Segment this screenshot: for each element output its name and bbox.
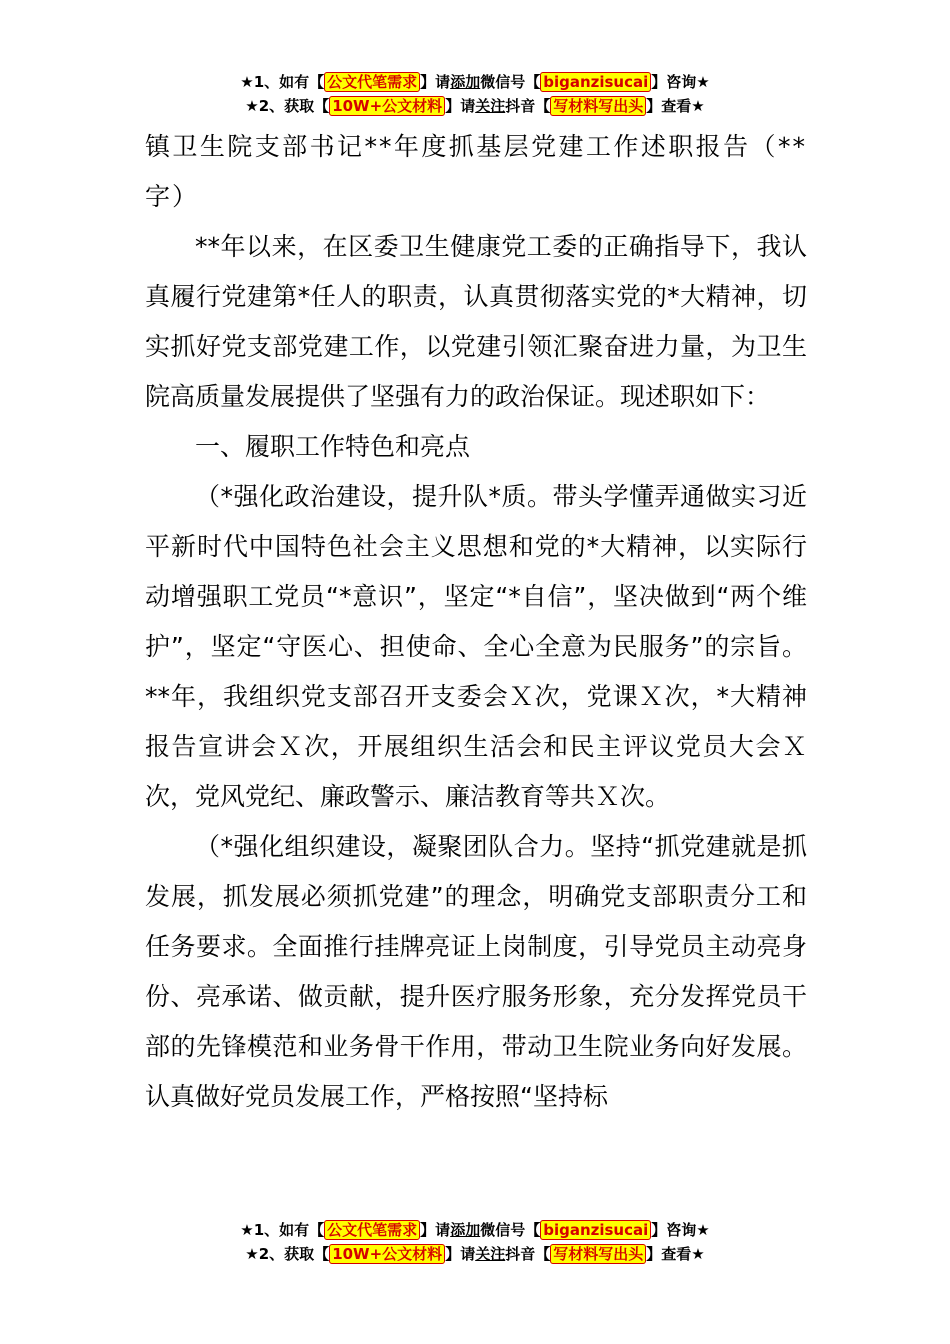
document-title: 镇卫生院支部书记**年度抓基层党建工作述职报告（**字） — [145, 132, 807, 211]
banner-text: 微信号【 — [480, 1221, 541, 1239]
banner-text: 抖音【 — [505, 1245, 551, 1263]
banner-text: 】咨询★ — [651, 1221, 710, 1239]
banner-underline: 添加 — [450, 1221, 481, 1239]
banner-line-1 — [0, 70, 950, 94]
banner-line-2 — [0, 1242, 950, 1266]
banner-underline: 关注 — [475, 97, 506, 115]
banner-text: 】咨询★ — [651, 73, 710, 91]
paragraph-1: （*强化政治建设，提升队*质。带头学懂弄通做实习近平新时代中国特色社会主义思想和党的*大精神，以实际行动增强职工党员“*意识”，坚定“*自信”，坚决做到“两个维护”，坚定“守医心、担使命、全心全意为民服务”的宗旨。**年，我组织党支部召开支委会Ｘ次，党课Ｘ次，*大精神报告宣讲会Ｘ次，开展组织生活会和民主评议党员大会Ｘ次，党风党纪、廉政警示、廉洁教育等共Ｘ次。 — [145, 482, 807, 811]
intro-paragraph: **年以来，在区委卫生健康党工委的正确指导下，我认真履行党建第*任人的职责，认真贯彻落实党的*大精神，切实抓好党支部党建工作，以党建引领汇聚奋进力量，为卫生院高质量发展提供了坚强有力的政治保证。现述职如下： — [145, 232, 807, 411]
banner-text: 】请 — [445, 97, 476, 115]
bottom-banner — [0, 1218, 950, 1266]
banner-highlight: biganzisucai — [540, 1220, 651, 1240]
paragraph-2: （*强化组织建设，凝聚团队合力。坚持“抓党建就是抓发展，抓发展必须抓党建”的理念，明确党支部职责分工和任务要求。全面推行挂牌亮证上岗制度，引导党员主动亮身份、亮承诺、做贡献，提升医疗服务形象，充分发挥党员干部的先锋模范和业务骨干作用，带动卫生院业务向好发展。认真做好党员发展工作，严格按照“坚持标 — [145, 832, 807, 1111]
banner-text: 】请 — [420, 1221, 451, 1239]
top-banner — [0, 70, 950, 118]
banner-highlight: 公文代笔需求 — [324, 72, 420, 92]
banner-text: 】请 — [420, 73, 451, 91]
banner-text: ★1、如有【 — [240, 73, 325, 91]
banner-highlight: 10W+公文材料 — [329, 96, 445, 116]
document-body — [145, 122, 807, 1122]
banner-text: ★1、如有【 — [240, 1221, 325, 1239]
banner-text: 抖音【 — [505, 97, 551, 115]
banner-highlight: 10W+公文材料 — [329, 1244, 445, 1264]
banner-text: 微信号【 — [480, 73, 541, 91]
banner-text: 】请 — [445, 1245, 476, 1263]
banner-underline: 添加 — [450, 73, 481, 91]
banner-text: 】查看★ — [646, 97, 705, 115]
section-heading: 一、履职工作特色和亮点 — [195, 432, 471, 461]
banner-highlight: 公文代笔需求 — [324, 1220, 420, 1240]
banner-text: ★2、获取【 — [245, 1245, 330, 1263]
banner-text: ★2、获取【 — [245, 97, 330, 115]
banner-highlight: 写材料写出头 — [550, 96, 646, 116]
banner-line-1 — [0, 1218, 950, 1242]
banner-highlight: biganzisucai — [540, 72, 651, 92]
banner-text: 】查看★ — [646, 1245, 705, 1263]
banner-highlight: 写材料写出头 — [550, 1244, 646, 1264]
banner-line-2 — [0, 94, 950, 118]
banner-underline: 关注 — [475, 1245, 506, 1263]
